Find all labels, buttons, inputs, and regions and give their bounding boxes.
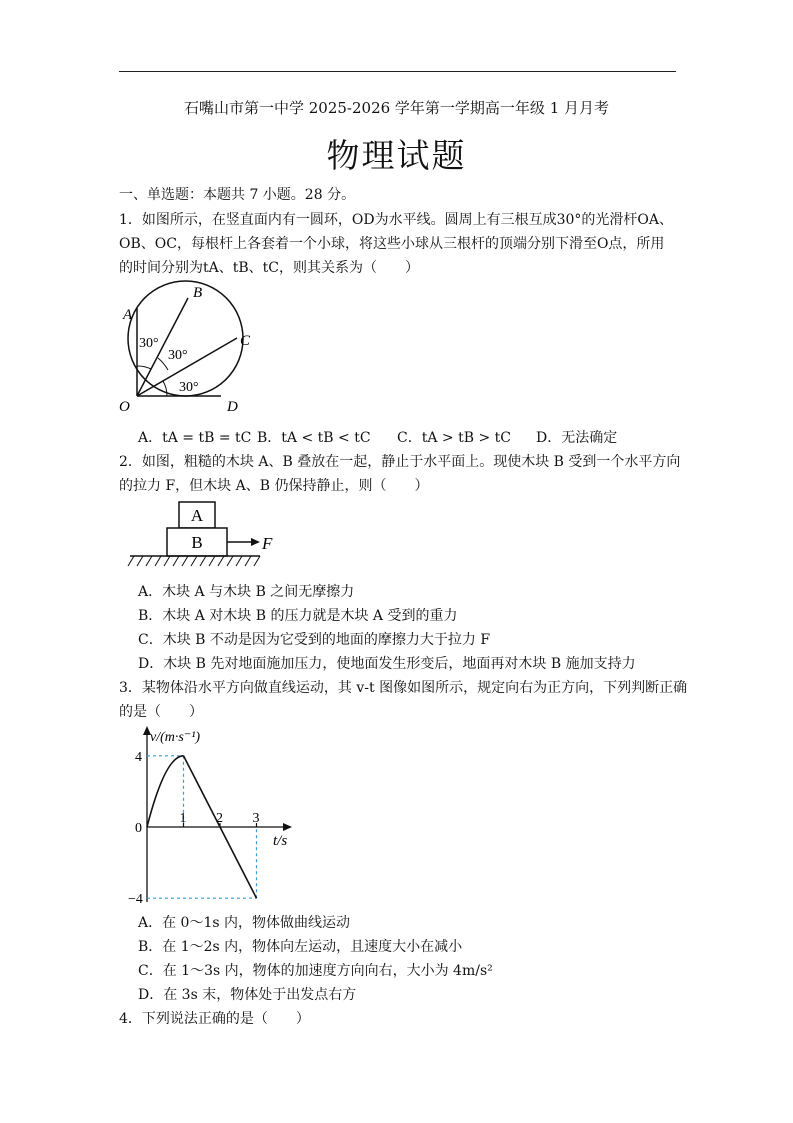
angle-label-2: 30° bbox=[168, 348, 188, 363]
q1-circle-figure bbox=[115, 280, 265, 420]
x-axis-label: t/s bbox=[273, 833, 288, 849]
q3-vt-chart bbox=[126, 724, 306, 909]
y-axis-label: v/(m·s⁻¹) bbox=[150, 730, 201, 745]
arc-2 bbox=[158, 358, 168, 370]
q2-line-1: 2．如图，粗糙的木块 A、B 叠放在一起，静止于水平面上。现使木块 B 受到一个水平方向 bbox=[119, 454, 681, 470]
x-tick-label-3: 3 bbox=[252, 811, 260, 826]
x-tick-label-2: 2 bbox=[216, 811, 223, 826]
x-axis-arrow bbox=[283, 823, 292, 831]
y-tick-label-1: 0 bbox=[135, 821, 142, 836]
label-c: C bbox=[240, 333, 251, 349]
header-rule bbox=[119, 71, 676, 72]
label-d: D bbox=[227, 399, 238, 415]
section-heading: 一、单选题：本题共 7 小题。28 分。 bbox=[119, 187, 356, 203]
label-block-b: B bbox=[191, 533, 203, 552]
q1-option-a: A．tA = tB = tC bbox=[138, 430, 252, 446]
y-tick-label-2: −4 bbox=[128, 892, 143, 908]
q1-line-1: 1．如图所示，在竖直面内有一圆环，OD为水平线。圆周上有三根互成30°的光滑杆OA、 bbox=[119, 212, 674, 228]
q4-line: 4．下列说法正确的是（ ） bbox=[119, 1011, 310, 1027]
q2-option-d: D．木块 B 先对地面施加压力，使地面发生形变后，地面再对木块 B 施加支持力 bbox=[138, 656, 636, 672]
q3-line-2: 的是（ ） bbox=[119, 704, 203, 720]
page-title: 物理试题 bbox=[326, 136, 467, 175]
label-block-a: A bbox=[190, 506, 204, 525]
q1-option-b: B．tA < tB < tC bbox=[257, 430, 371, 446]
series-curve bbox=[147, 756, 184, 827]
q1-option-c: C．tA > tB > tC bbox=[397, 430, 511, 446]
q3-line-1: 3．某物体沿水平方向做直线运动，其 v-t 图像如图所示，规定向右为正方向，下列判断正确 bbox=[119, 680, 688, 696]
q3-option-b: B．在 1～2s 内，物体向左运动，且速度大小在减小 bbox=[138, 939, 463, 955]
q2-option-c: C．木块 B 不动是因为它受到的地面的摩擦力大于拉力 F bbox=[138, 632, 491, 648]
q2-option-b: B．木块 A 对木块 B 的压力就是木块 A 受到的重力 bbox=[138, 608, 458, 624]
q1-line-2: OB、OC，每根杆上各套着一个小球，将这些小球从三根杆的顶端分别下滑至O点，所用 bbox=[119, 236, 665, 252]
label-a: A bbox=[123, 307, 133, 323]
force-arrow-head bbox=[251, 538, 260, 546]
q2-blocks-figure bbox=[126, 497, 286, 572]
q3-option-c: C．在 1～3s 内，物体的加速度方向向右，大小为 4m/s² bbox=[138, 963, 493, 979]
q1-option-d: D．无法确定 bbox=[536, 430, 618, 446]
q3-option-a: A．在 0～1s 内，物体做曲线运动 bbox=[138, 915, 351, 931]
angle-label-1: 30° bbox=[139, 336, 159, 351]
arc-3 bbox=[163, 381, 167, 396]
angle-label-3: 30° bbox=[179, 380, 199, 395]
label-force: F bbox=[262, 534, 273, 553]
q2-option-a: A．木块 A 与木块 B 之间无摩擦力 bbox=[138, 584, 355, 600]
q3-option-d: D．在 3s 末，物体处于出发点右方 bbox=[138, 987, 357, 1003]
label-o: O bbox=[119, 399, 130, 415]
arc-1 bbox=[137, 366, 151, 369]
x-tick-label-1: 1 bbox=[179, 811, 187, 826]
q1-line-3: 的时间分别为tA、tB、tC，则其关系为（ ） bbox=[119, 260, 419, 276]
y-tick-label-0: 4 bbox=[135, 749, 142, 765]
school-line: 石嘴山市第一中学 2025-2026 学年第一学期高一年级 1 月月考 bbox=[183, 99, 610, 117]
label-b: B bbox=[193, 285, 203, 301]
q2-line-2: 的拉力 F，但木块 A、B 仍保持静止，则（ ） bbox=[119, 478, 429, 494]
ground-hatch bbox=[128, 556, 260, 566]
